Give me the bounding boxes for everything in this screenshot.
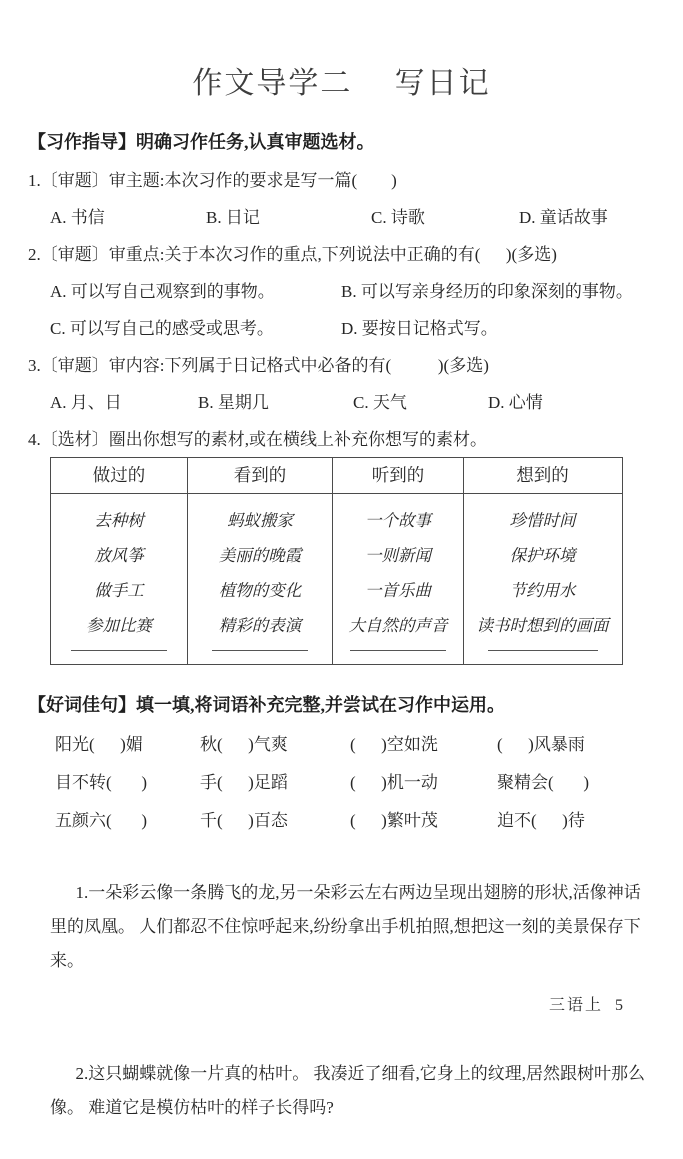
word-fill-cell: ( )风暴雨 (497, 735, 585, 754)
table-cell-item: 植物的变化 (218, 581, 302, 600)
table-header-cell: 听到的 (333, 458, 464, 493)
sentence-text: 这只蝴蝶就像一片真的枯叶。 我凑近了细看,它身上的纹理,居然跟树叶那么像。 难道它是模仿枯叶的样子长得吗? (50, 1064, 645, 1117)
sentence-text: 一朵彩云像一条腾飞的龙,另一朵彩云左右两边呈现出翅膀的形状,活像神话里的凤凰。 人们都忍不住惊呼起来,纷纷拿出手机拍照,想把这一刻的美景保存下来。 (50, 883, 641, 970)
question-2-text: 2.〔审题〕审重点:关于本次习作的重点,下列说法中正确的有( )(多选) (28, 245, 557, 264)
option-label: B. 日记 (206, 208, 260, 227)
word-fill-row (28, 768, 657, 793)
table-cell-item: 放风筝 (94, 546, 144, 565)
word-fill-cell: ( )机一动 (350, 773, 438, 792)
table-column-heard (333, 494, 464, 664)
option-label: B. 星期几 (198, 393, 269, 412)
question-2-options-row-2 (28, 314, 657, 339)
word-fill-cell: 五颜六( ) (55, 811, 148, 830)
table-header-cell: 看到的 (188, 458, 333, 493)
word-fill-cell: 迫不( )待 (497, 811, 585, 830)
table-header-cell: 想到的 (516, 465, 569, 485)
section-header-guide: 【习作指导】明确习作任务,认真审题选材。 (28, 132, 375, 152)
table-header-cell: 做过的 (51, 458, 188, 493)
word-fill-cell: 目不转( ) (55, 773, 148, 792)
sentence-number: 1. (75, 883, 89, 902)
table-cell-item: 去种树 (94, 511, 144, 530)
question-1-options (28, 203, 657, 228)
table-cell-item: 保护环境 (509, 546, 576, 565)
word-fill-cell: 阳光( )媚 (55, 735, 143, 754)
table-column-thought (464, 494, 621, 664)
word-fill-cell: ( )空如洗 (350, 735, 438, 754)
question-4-text: 4.〔选材〕圈出你想写的素材,或在横线上补充你想写的素材。 (28, 430, 487, 449)
blank-line (350, 650, 446, 651)
word-fill-row (28, 730, 657, 755)
word-fill-cell: 千( )百态 (200, 811, 288, 830)
blank-line (71, 650, 167, 651)
table-cell-item: 一则新闻 (365, 546, 431, 565)
question-3-options (28, 388, 657, 413)
materials-table-header-row (51, 458, 622, 494)
question-3-text: 3.〔审题〕审内容:下列属于日记格式中必备的有( )(多选) (28, 356, 489, 375)
option-label: D. 心情 (488, 393, 543, 412)
example-sentence-2 (28, 1023, 657, 1159)
question-2-options-row-1 (28, 277, 657, 302)
option-label: C. 天气 (353, 393, 407, 412)
page-footer: 三语上 5 (548, 997, 625, 1014)
blank-line (212, 650, 308, 651)
table-cell-item: 做手工 (94, 581, 144, 600)
section-header-words: 【好词佳句】填一填,将词语补充完整,并尝试在习作中运用。 (28, 695, 505, 715)
option-label: A. 可以写自己观察到的事物。 (50, 282, 275, 301)
option-label: A. 月、日 (50, 393, 122, 412)
word-fill-cell: 秋( )气爽 (200, 735, 288, 754)
word-fill-cell: 聚精会( ) (497, 773, 590, 792)
table-cell-item: 蚂蚁搬家 (227, 511, 293, 530)
table-cell-item: 参加比赛 (86, 616, 152, 635)
table-column-done (51, 494, 188, 664)
materials-table-body-row (51, 494, 622, 664)
table-cell-item: 一首乐曲 (365, 581, 431, 600)
word-fill-row (28, 806, 657, 831)
blank-line (488, 650, 598, 651)
option-label: D. 童话故事 (519, 208, 608, 227)
worksheet-page (0, 58, 683, 1117)
option-label: C. 诗歌 (371, 208, 425, 227)
option-label: A. 书信 (50, 208, 105, 227)
word-fill-cell: ( )繁叶茂 (350, 811, 438, 830)
table-cell-item: 读书时想到的画面 (476, 616, 609, 635)
page-title: 作文导学二 写日记 (192, 67, 491, 100)
option-label: C. 可以写自己的感受或思考。 (50, 319, 274, 338)
option-label: B. 可以写亲身经历的印象深刻的事物。 (341, 282, 633, 301)
sentence-number: 2. (75, 1064, 89, 1083)
table-cell-item: 大自然的声音 (348, 616, 448, 635)
materials-table (50, 457, 623, 665)
table-cell-item: 美丽的晚霞 (218, 546, 302, 565)
table-column-seen (188, 494, 333, 664)
question-1-text: 1.〔审题〕审主题:本次习作的要求是写一篇( ) (28, 171, 397, 190)
table-cell-item: 精彩的表演 (218, 616, 302, 635)
example-sentence-1 (28, 842, 657, 1012)
table-cell-item: 节约用水 (509, 581, 576, 600)
word-fill-cell: 手( )足蹈 (200, 773, 288, 792)
option-label: D. 要按日记格式写。 (341, 319, 498, 338)
table-cell-item: 珍惜时间 (509, 511, 576, 530)
table-cell-item: 一个故事 (365, 511, 431, 530)
